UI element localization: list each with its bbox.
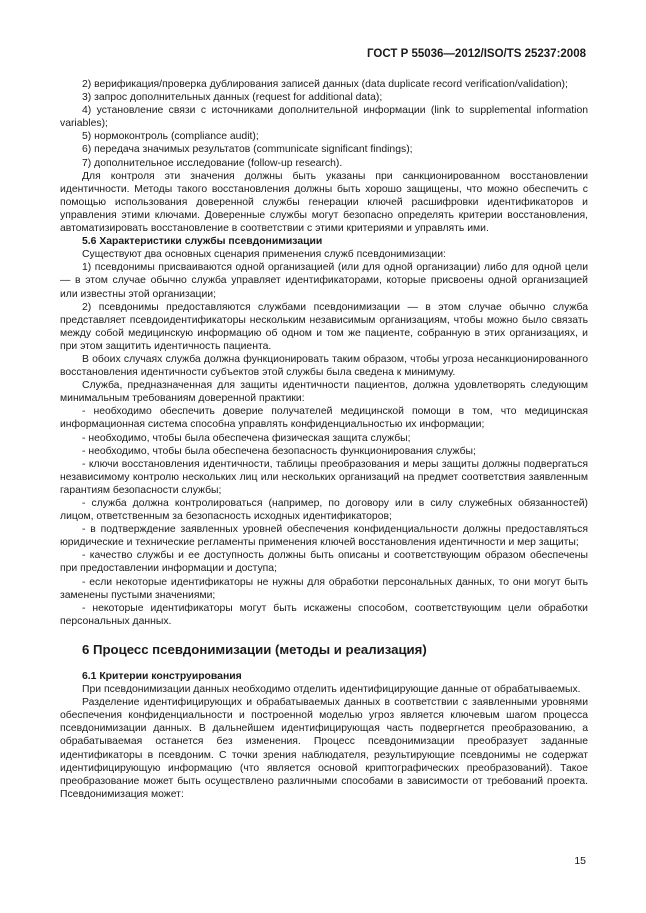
list-item: 4) установление связи с источниками дополнительной информации (link to supplemental information variables);	[60, 105, 588, 130]
page-number: 15	[574, 855, 586, 867]
list-item: 7) дополнительное исследование (follow-up research).	[82, 157, 343, 169]
requirement-item: - качество службы и ее доступность должны быть описаны и соответствующим образом обеспечены при предоставлении информации и доступа;	[60, 550, 588, 575]
scenario-2: 2) псевдонимы предоставляются службами псевдонимизации — в этом случае обычно служба представляет псевдоидентификаторы нескольким независимым организациям, чтобы можно было связать между собой медицинскую информацию об одном и том же пациенте, собранную в этих организациях, и при этом защитить идентичность пациента.	[60, 301, 588, 352]
requirement-item: - если некоторые идентификаторы не нужны для обработки персональных данных, то они могут быть заменены пустыми значениями;	[60, 576, 588, 601]
list-item: 2) верификация/проверка дублирования записей данных (data duplicate record verification/validation);	[82, 79, 568, 90]
requirement-item: - в подтверждение заявленных уровней обеспечения конфиденциальности должны предоставляться юридические и технические регламенты применения ключей восстановления идентичности и мер защиты;	[60, 524, 588, 549]
requirement-item: - необходимо, чтобы была обеспечена физическая защита службы;	[82, 432, 411, 444]
section-5-6-heading: 5.6 Характеристики службы псевдонимизации	[82, 236, 323, 248]
paragraph-both-cases: В обоих случаях служба должна функционировать таким образом, чтобы угроза несанкционированного восстановления идентичности субъектов этой службы была сведена к минимуму.	[60, 353, 588, 379]
scenario-1: 1) псевдонимы присваиваются одной организацией (или для одной организации) либо для одной цели — в этом случае обычно служба управляет идентификаторами, которые присвоены одной организацией или известны этой организации;	[60, 262, 588, 300]
list-item: 6) передача значимых результатов (communicate significant findings);	[82, 144, 413, 156]
requirement-item: - некоторые идентификаторы могут быть искажены способом, соответствующим цели обработки персональных данных.	[60, 602, 588, 627]
requirement-item: - ключи восстановления идентичности, таблицы преобразования и меры защиты должны подвергаться независимому контролю нескольких лиц или нескольких организаций на предмет соответствия заявленным гарантиям безопасности службы;	[60, 458, 588, 496]
section-6-heading: 6 Процесс псевдонимизации (методы и реализация)	[82, 641, 427, 657]
document-header: ГОСТ Р 55036—2012/ISO/TS 25237:2008	[367, 48, 586, 60]
requirement-item: - необходимо обеспечить доверие получателей медицинской помощи в том, что медицинская информационная система способна управлять конфиденциальностью их информации;	[60, 406, 588, 431]
requirement-item: - необходимо, чтобы была обеспечена безопасность функционирования службы;	[82, 445, 476, 457]
section-6-1-heading: 6.1 Критерии конструирования	[82, 670, 242, 682]
paragraph-6-1-a: При псевдонимизации данных необходимо отделить идентифицирующие данные от обрабатываемых.	[82, 684, 581, 696]
paragraph-6-1-b: Разделение идентифицирующих и обрабатываемых данных в соответствии с заявленными уровнями обеспечения конфиденциальности и построенной моделью угроз является ключевым шагом процесса псевдонимизации данных. В дальнейшем идентифицирующая часть подвергнется преобразованию, а обрабатываемая останется без изменения. Процесс псевдонимизации преобразует заданные идентификаторы в псевдоним. С точки зрения наблюдателя, результирующие псевдонимы не содержат идентифицирующую информацию (что является основой криптографических преобразований). Такое преобразование может быть осуществлено различными способами в зависимости от требований проекта. Псевдонимизация может:	[60, 697, 588, 800]
document-body	[60, 78, 588, 801]
paragraph-intro: Существуют два основных сценария применения служб псевдонимизации:	[82, 249, 446, 261]
requirement-item: - служба должна контролироваться (например, по договору или в силу служебных обязанностей) лицом, ответственным за безопасность исходных идентификаторов;	[60, 498, 588, 523]
list-item: 5) нормоконтроль (compliance audit);	[82, 131, 259, 143]
paragraph-control: Для контроля эти значения должны быть указаны при санкционированном восстановлении идентичности. Методы такого восстановления должны быть хорошо защищены, что можно обеспечить с помощью использования доверенной службы генерации ключей расшифровки идентификаторов и управления этими ключами. Доверенные службы могут безопасно определять критерии восстановления, автоматизировать восстановление в соответствии с этими критериями и управлять ими.	[60, 170, 588, 235]
paragraph-service: Служба, предназначенная для защиты идентичности пациентов, должна удовлетворять следующим минимальным требованиям доверенной практики:	[60, 380, 588, 405]
list-item: 3) запрос дополнительных данных (request for additional data);	[82, 92, 383, 104]
